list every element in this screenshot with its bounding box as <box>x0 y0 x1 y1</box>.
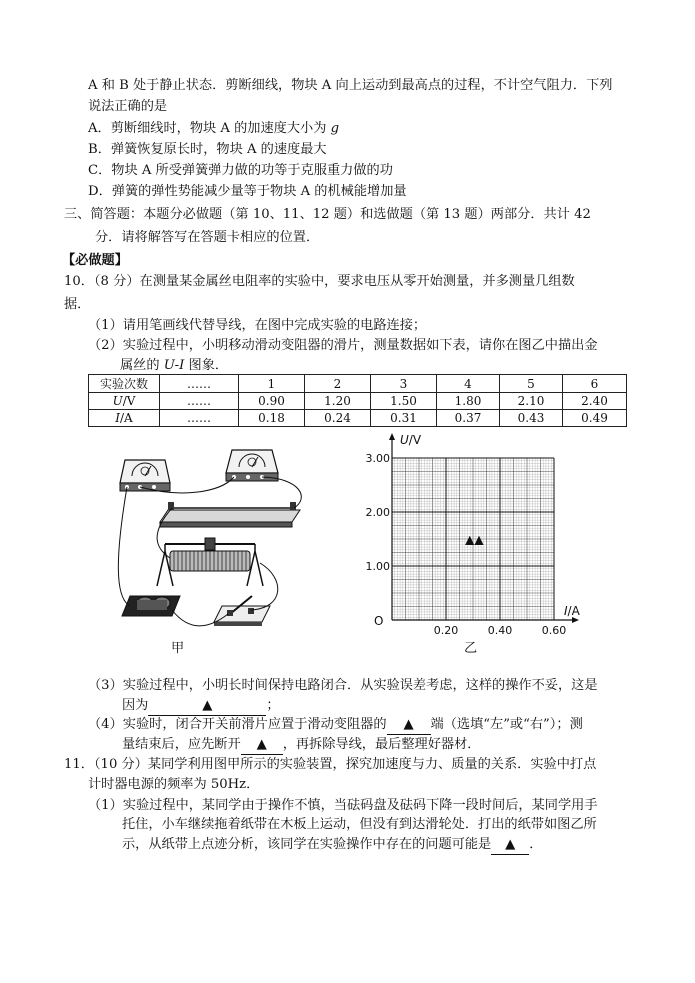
table-cell: 0.49 <box>563 410 627 427</box>
answer-blank[interactable] <box>241 736 283 755</box>
answer-blank[interactable] <box>387 716 431 735</box>
answer-mark: ▲ <box>202 698 213 713</box>
q10-line2: 据． <box>64 297 91 312</box>
measurement-table <box>88 374 627 427</box>
table-cell: 0.90 <box>239 393 305 410</box>
q10-part3-line2 <box>122 697 280 716</box>
x-tick-label: 0.20 <box>433 624 459 637</box>
q10-part4-post: 端（选填“左”或“右”）；测 <box>430 717 583 732</box>
metal-wire-board-icon <box>160 502 300 527</box>
y-tick-label: 1.00 <box>366 560 390 573</box>
u-i-graph <box>366 430 596 648</box>
table-cell: 6 <box>563 375 627 393</box>
q10-part2-line1: （2）实验过程中，小明移动滑动变阻器的滑片，测量数据如下表，请你在图乙中描出金 <box>88 338 598 353</box>
figure-jia-label: 甲 <box>171 641 185 656</box>
required-heading: 【必做题】 <box>62 253 128 268</box>
table-cell: 1.80 <box>437 393 500 410</box>
q10-part3-line1: （3）实验过程中，小明长时间保持电路闭合．从实验误差考虑，这样的操作不妥，这是 <box>88 678 598 693</box>
i-label-var: I <box>115 411 121 425</box>
q10-part4-pre: （4）实验时，闭合开关前滑片应置于滑动变阻器的 <box>88 717 387 732</box>
table-row-voltage <box>89 393 627 410</box>
i-label-unit: /A <box>120 411 133 425</box>
q9-option-a <box>88 120 339 138</box>
q9-option-c: C．物块 A 所受弹簧弹力做的功等于克服重力做的功 <box>88 163 393 178</box>
q9-option-b: B．弹簧恢复原长时，物块 A 的速度最大 <box>88 142 327 157</box>
table-cell: 0.31 <box>371 410 437 427</box>
q9-line1: A 和 B 处于静止状态．剪断细线，物块 A 向上运动到最高点的过程，不计空气阻力．下列 <box>88 78 613 93</box>
table-cell-i-label <box>89 410 160 427</box>
y-axis-label: U/V <box>400 433 422 447</box>
q10-part3-end: ； <box>266 698 280 713</box>
q11-part1-end: ． <box>529 837 543 852</box>
q11-line2: 计时器电源的频率为 50Hz． <box>88 777 260 792</box>
switch-icon <box>214 596 270 626</box>
table-cell: …… <box>160 410 239 427</box>
q10-part4-line1 <box>88 716 583 735</box>
x-tick-label: 0.40 <box>487 624 513 637</box>
q10-part3-because: 因为 <box>122 698 149 713</box>
answer-mark: ▲▲ <box>465 532 484 547</box>
battery-icon <box>122 596 180 616</box>
answer-blank[interactable] <box>491 836 529 855</box>
table-cell: 0.43 <box>500 410 563 427</box>
q11-part1-text: 示，从纸带上点迹分析，该同学在实验操作中存在的问题可能是 <box>122 837 492 852</box>
q10-part1: （1）请用笔画线代替导线，在图中完成实验的电路连接； <box>88 318 427 333</box>
q11-part1-line3 <box>122 836 542 855</box>
table-cell: …… <box>160 375 239 393</box>
table-cell: 5 <box>500 375 563 393</box>
table-cell: 2.40 <box>563 393 627 410</box>
q10-part4b-pre: 量结束后，应先断开 <box>122 737 241 752</box>
table-cell: 0.24 <box>305 410 371 427</box>
q10-part4b-post: ，再拆除导线，最后整理好器材． <box>282 737 481 752</box>
u-label-var: U <box>112 394 123 408</box>
table-cell: 4 <box>437 375 500 393</box>
table-cell: 实验次数 <box>89 375 160 393</box>
origin-label: O <box>374 614 384 628</box>
rheostat-icon <box>157 538 263 586</box>
q10-line1: 10．（8 分）在测量某金属丝电阻率的实验中，要求电压从零开始测量，并多测量几组数 <box>64 274 575 289</box>
q9-option-d: D．弹簧的弹性势能减少量等于物块 A 的机械能增加量 <box>88 184 407 199</box>
x-tick-label: 0.60 <box>541 624 567 637</box>
q9-option-a-text: A．剪断细线时，物块 A 的加速度大小为 <box>88 121 327 136</box>
q11-part1-line1: （1）实验过程中，某同学由于操作不慎，当砝码盘及砝码下降一段时间后，某同学用手 <box>88 798 598 813</box>
y-tick-label: 3.00 <box>366 452 390 465</box>
circuit-apparatus-figure <box>110 438 332 653</box>
answer-blank[interactable] <box>148 697 266 716</box>
voltmeter-icon <box>226 450 278 481</box>
y-tick-label: 2.00 <box>366 506 390 519</box>
q10-part2-pre: 属丝的 <box>120 358 164 373</box>
u-label-unit: /V <box>122 394 136 408</box>
q10-part2-line2 <box>120 357 228 375</box>
answer-mark: ▲ <box>403 717 414 732</box>
answer-mark: ▲ <box>505 837 516 852</box>
table-cell: 0.37 <box>437 410 500 427</box>
q10-part2-ui: U-I <box>163 358 185 373</box>
q10-part4-line2 <box>122 736 481 755</box>
q11-line1: 11．（10 分）某同学利用图甲所示的实验装置，探究加速度与力、质量的关系．实验中打点 <box>64 757 597 772</box>
table-cell: …… <box>160 393 239 410</box>
table-cell: 2.10 <box>500 393 563 410</box>
section3-line2: 分．请将解答写在答题卡相应的位置． <box>95 230 320 245</box>
q9-option-a-g: g <box>330 121 340 136</box>
q9-line2: 说法正确的是 <box>88 99 168 114</box>
table-cell-u-label <box>89 393 160 410</box>
q11-part1-line2: 托住，小车继续拖着纸带在木板上运动，但没有到达滑轮处．打出的纸带如图乙所 <box>122 817 597 832</box>
table-cell: 0.18 <box>239 410 305 427</box>
table-cell: 2 <box>305 375 371 393</box>
table-cell: 1.20 <box>305 393 371 410</box>
section3-line1: 三、简答题：本题分必做题（第 10、11、12 题）和选做题（第 13 题）两部分．共计 42 <box>64 207 591 222</box>
table-cell: 1.50 <box>371 393 437 410</box>
table-cell: 1 <box>239 375 305 393</box>
table-row-current <box>89 410 627 427</box>
answer-mark: ▲ <box>256 737 267 752</box>
ammeter-icon <box>120 460 170 491</box>
x-axis-label: I/A <box>564 604 580 618</box>
figure-yi-label: 乙 <box>464 641 478 656</box>
y-axis-arrow-icon <box>389 433 395 440</box>
q10-part2-post: 图象． <box>184 358 229 373</box>
table-row-header <box>89 375 627 393</box>
table-cell: 3 <box>371 375 437 393</box>
